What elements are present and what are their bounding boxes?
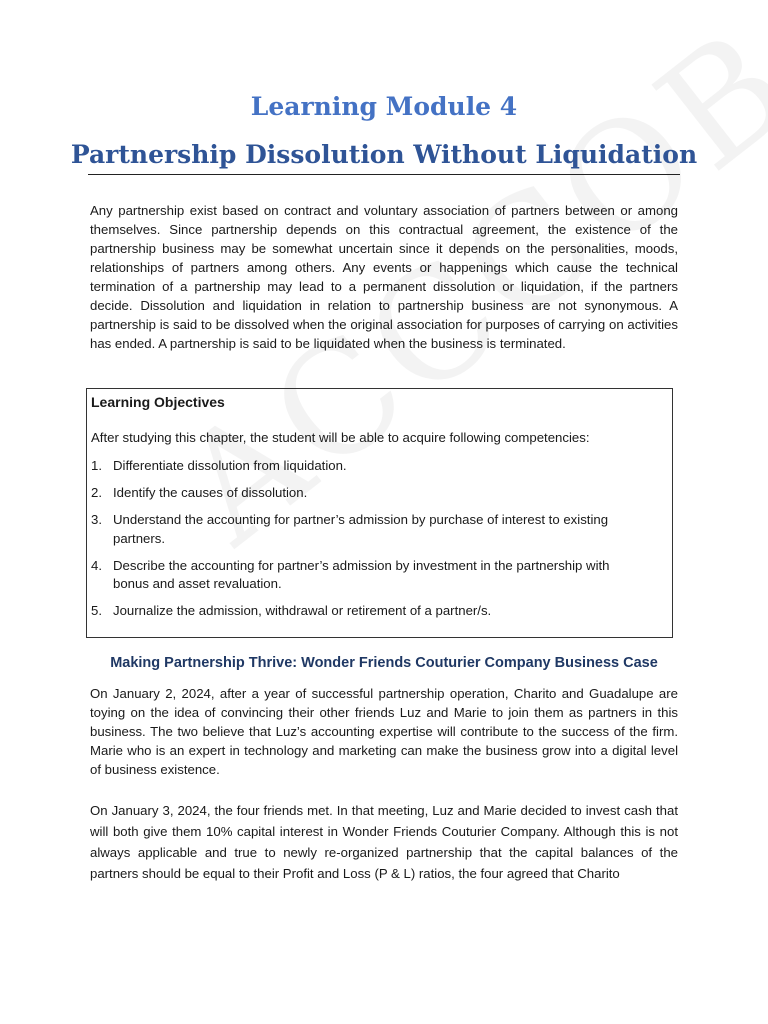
title-divider bbox=[88, 174, 680, 175]
objective-item bbox=[91, 602, 666, 621]
case-heading: Making Partnership Thrive: Wonder Friends Couturier Company Business Case bbox=[110, 655, 658, 671]
topic-title: Partnership Dissolution Without Liquidation bbox=[70, 140, 698, 169]
objectives-heading: Learning Objectives bbox=[91, 394, 225, 410]
objective-item bbox=[91, 484, 666, 503]
case-paragraph-1: On January 2, 2024, after a year of successful partnership operation, Charito and Guadalupe are toying on the idea of convincing their other friends Luz and Marie to join them as partners in this business. The two believe that Luz’s accounting expertise will contribute to the success of the firm. Marie who is an expert in technology and marketing can make the business grow into a digital level of business existence. bbox=[90, 686, 678, 777]
learning-objectives-box bbox=[86, 388, 673, 638]
objective-text: Journalize the admission, withdrawal or retirement of a partner/s. bbox=[113, 603, 492, 618]
objective-text: Differentiate dissolution from liquidation. bbox=[113, 458, 347, 473]
objective-number: 2. bbox=[91, 485, 102, 500]
objective-text: Identify the causes of dissolution. bbox=[113, 485, 308, 500]
objectives-list bbox=[91, 457, 666, 629]
objective-number: 1. bbox=[91, 458, 102, 473]
objective-item bbox=[91, 557, 666, 594]
intro-paragraph: Any partnership exist based on contract and voluntary association of partners between or among themselves. Since partnership depends on this contractual agreement, the existence of the partnership business may be somewhat uncertain since it depends on the personalities, moods, relationships of partners among others. Any events or happenings which cause the technical termination of a partnership may lead to a permanent dissolution or liquidation, if the partners decide. Dissolution and liquidation in relation to partnership business are not synonymous. A partnership is said to be dissolved when the original association for purposes of carrying on activities has ended. A partnership is said to be liquidated when the business is terminated. bbox=[90, 203, 678, 351]
case-paragraph-2: On January 3, 2024, the four friends met. In that meeting, Luz and Marie decided to invest cash that will both give them 10% capital interest in Wonder Friends Couturier Company. Although this is not always applicable and true to newly re-organized partnership that the capital balances of the partners should be equal to their Profit and Loss (P & L) ratios, the four agreed that Charito bbox=[90, 803, 678, 881]
module-title: Learning Module 4 bbox=[250, 92, 518, 121]
objectives-intro: After studying this chapter, the student will be able to acquire following competencies: bbox=[91, 430, 590, 445]
objective-item bbox=[91, 511, 666, 548]
objective-text: Describe the accounting for partner’s admission by investment in the partnership with bonus and asset revaluation. bbox=[113, 557, 610, 591]
objective-number: 4. bbox=[91, 557, 102, 573]
objective-text: Understand the accounting for partner’s admission by purchase of interest to existing partners. bbox=[113, 512, 609, 546]
objective-number: 5. bbox=[91, 603, 102, 618]
objective-number: 3. bbox=[91, 512, 102, 527]
objective-item bbox=[91, 457, 666, 476]
